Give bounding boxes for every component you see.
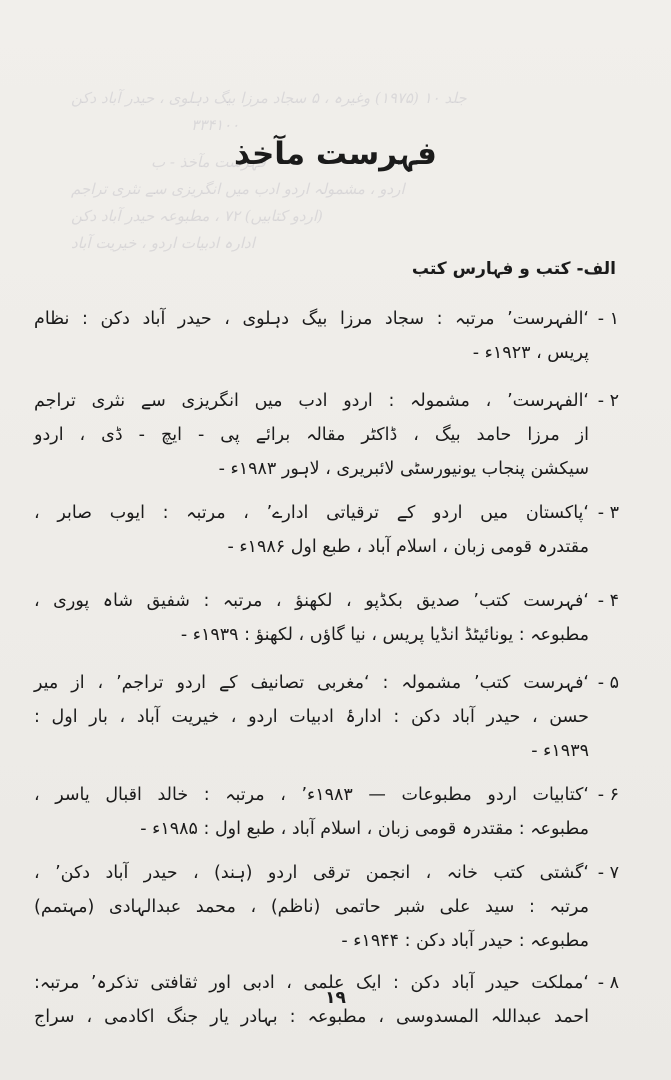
entry-line: ۱۹۳۹ء -: [531, 741, 589, 761]
entry-number: ۴ -: [597, 591, 619, 611]
show-through-line: ۳۳۴۱۰۰: [191, 116, 240, 134]
bibliography-entry: [34, 302, 619, 370]
entry-line: ‘الفہرست’ ، مشمولہ : اردو ادب میں انگریزی سے نثری تراجم: [34, 391, 589, 411]
entry-body: [34, 496, 589, 564]
show-through-line: ادارہ ادبیات اردو ، خیریت آباد: [71, 234, 255, 252]
entry-line: از مرزا حامد بیگ ، ڈاکٹر مقالہ برائے پی - ایچ - ڈی ، اردو: [34, 425, 589, 445]
entry-line: مقتدرہ قومی زبان ، اسلام آباد ، طبع اول ۱۹۸۶ء -: [227, 537, 589, 557]
bibliography-entry: [34, 666, 619, 768]
entry-line: احمد عبداللہ المسدوسی ، مطبوعہ : بہادر یار جنگ اکادمی ، سراج: [34, 1007, 589, 1027]
entry-line: پریس ، ۱۹۲۳ء -: [472, 343, 589, 363]
entry-number: ۵ -: [597, 673, 619, 693]
entry-line: ‘کتابیات اردو مطبوعات — ۱۹۸۳ء’ ، مرتبہ : خالد اقبال یاسر ،: [34, 785, 589, 805]
entry-line: مطبوعہ : یونائیٹڈ انڈیا پریس ، نیا گاؤں ، لکھنؤ : ۱۹۳۹ء -: [180, 625, 589, 645]
entry-number: ۸ -: [597, 973, 619, 993]
bibliography-entry: [34, 384, 619, 486]
entry-line: ‘الفہرست’ مرتبہ : سجاد مرزا بیگ دہلوی ، حیدر آباد دکن : نظام: [34, 309, 589, 329]
bibliography-entry: [34, 856, 619, 958]
page-number: ۱۹: [325, 988, 346, 1008]
entry-body: [34, 666, 589, 768]
entry-line: سیکشن پنجاب یونیورسٹی لائبریری ، لاہور ۱۹۸۳ء -: [218, 459, 589, 479]
entry-body: [34, 584, 589, 652]
show-through-line: (اردو کتابیں) ۷۲ ، مطبوعہ حیدر آباد دکن: [71, 207, 323, 225]
entry-number: ۱ -: [597, 309, 619, 329]
page-title: فہرست مآخذ: [234, 136, 437, 172]
entry-line: ‘مملکت حیدر آباد دکن : ایک علمی ، ادبی اور ثقافتی تذکرہ’ مرتبہ:: [34, 973, 589, 993]
bibliography-entry: [34, 584, 619, 652]
entry-number: ۳ -: [597, 503, 619, 523]
entry-line: مطبوعہ : مقتدرہ قومی زبان ، اسلام آباد ، طبع اول : ۱۹۸۵ء -: [140, 819, 589, 839]
entry-number: ۷ -: [597, 863, 619, 883]
entry-line: مطبوعہ : حیدر آباد دکن : ۱۹۴۴ء -: [341, 931, 589, 951]
entry-body: [34, 302, 589, 370]
section-heading: الف- کتب و فہارس کتب: [411, 259, 616, 279]
entry-number: ۲ -: [597, 391, 619, 411]
entry-number: ۶ -: [597, 785, 619, 805]
entry-line: حسن ، حیدر آباد دکن : ادارۂ ادبیات اردو ، خیریت آباد ، بار اول :: [34, 707, 589, 727]
bibliography-entry: [34, 778, 619, 846]
entry-body: [34, 778, 589, 846]
show-through-line: فہرست مآخذ - ب: [151, 153, 266, 171]
entry-line: مرتبہ : سید علی شبر حاتمی (ناظم) ، محمد عبدالہادی (مہتمم): [34, 897, 589, 917]
entry-line: ‘پاکستان میں اردو کے ترقیاتی ادارے’ ، مرتبہ : ایوب صابر ،: [34, 503, 589, 523]
entry-line: ‘گشتی کتب خانہ ، انجمن ترقی اردو (ہند) ، حیدر آباد دکن’ ،: [34, 863, 589, 883]
show-through-line: جلد ۱۰ (۱۹۷۵) وغیرہ ، ۵ سجاد مرزا بیگ دہلوی ، حیدر آباد دکن: [71, 89, 467, 107]
entry-body: [34, 384, 589, 486]
entry-body: [34, 856, 589, 958]
bibliography-list: [34, 302, 619, 1034]
bibliography-entry: [34, 496, 619, 564]
entry-line: ‘فہرست کتب’ صدیق بکڈپو ، لکھنؤ ، مرتبہ : شفیق شاہ پوری ،: [34, 591, 589, 611]
entry-line: ‘فہرست کتب’ مشمولہ : ‘مغربی تصانیف کے اردو تراجم’ ، از میر: [34, 673, 589, 693]
show-through-line: اردو ، مشمولہ اردو ادب میں انگریزی سے نثری تراجم: [71, 180, 405, 198]
